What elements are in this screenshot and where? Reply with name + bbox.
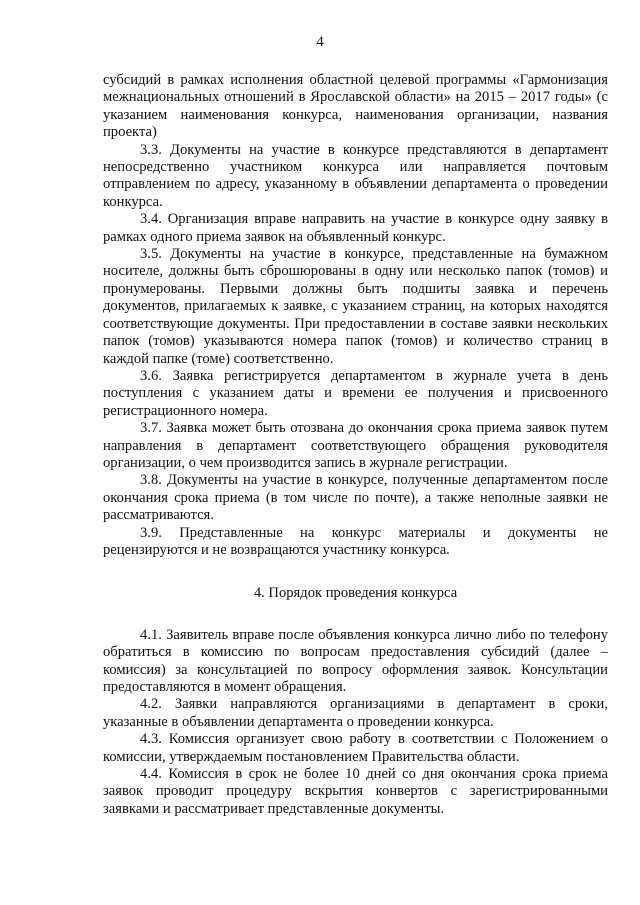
paragraph-3-5: 3.5. Документы на участие в конкурсе, представленные на бумажном носителе, должны быть сброшюрованы в одну или несколько папок (томов) и пронумерованы. Первыми должны быть подшиты заявка и перечень документов, прилагаемых к заявке, с указанием страниц, на которых находятся соответствующие документы. При предоставлении в составе заявки нескольких папок (томов) указываются номера папок (томов) и количество страниц в каждой папке (томе) соответственно. bbox=[103, 246, 608, 367]
paragraph-3-6: 3.6. Заявка регистрируется департаментом в журнале учета в день поступления с указанием даты и времени ее получения и присвоенного регистрационного номера. bbox=[103, 367, 608, 419]
document-body bbox=[103, 72, 608, 818]
paragraph-4-2: 4.2. Заявки направляются организациями в департамент в сроки, указанные в объявлении департамента о проведении конкурса. bbox=[103, 696, 608, 730]
paragraph-3-8: 3.8. Документы на участие в конкурсе, полученные департаментом после окончания срока приема (в том числе по почте), а также неполные заявки не рассматриваются. bbox=[103, 472, 608, 524]
paragraph-4-4: 4.4. Комиссия в срок не более 10 дней со дня окончания срока приема заявок проводит процедуру вскрытия конвертов с зарегистрированными заявками и рассматривает представленные документы. bbox=[103, 766, 608, 817]
paragraph-4-1: 4.1. Заявитель вправе после объявления конкурса лично либо по телефону обратиться в комиссию по вопросам предоставления субсидий (далее – комиссия) за консультацией по вопросу оформления заявок. Консультации предоставляются в момент обращения. bbox=[103, 626, 608, 695]
page-number: 4 bbox=[316, 34, 324, 50]
section-heading: 4. Порядок проведения конкурса bbox=[253, 585, 458, 602]
paragraph-3-4: 3.4. Организация вправе направить на участие в конкурсе одну заявку в рамках одного приема заявок на объявленный конкурс. bbox=[103, 211, 608, 245]
paragraph-3-9: 3.9. Представленные на конкурс материалы и документы не рецензируются и не возвращаются участнику конкурса. bbox=[103, 524, 608, 558]
paragraph-continuation: субсидий в рамках исполнения областной целевой программы «Гармонизация межнациональных отношений в Ярославской области» на 2015 – 2017 годы» (с указанием наименования конкурса, наименования организации, названия проекта) bbox=[103, 72, 608, 141]
paragraph-4-3: 4.3. Комиссия организует свою работу в соответствии с Положением о комиссии, утверждаемым постановлением Правительства области. bbox=[103, 731, 608, 765]
paragraph-3-3: 3.3. Документы на участие в конкурсе представляются в департамент непосредственно участником конкурса или направляется почтовым отправлением по адресу, указанному в объявлении департамента о проведении конкурса. bbox=[103, 141, 608, 210]
paragraph-3-7: 3.7. Заявка может быть отозвана до окончания срока приема заявок путем направления в департамент соответствующего обращения руководителя организации, о чем производится запись в журнале регистрации. bbox=[103, 420, 608, 471]
